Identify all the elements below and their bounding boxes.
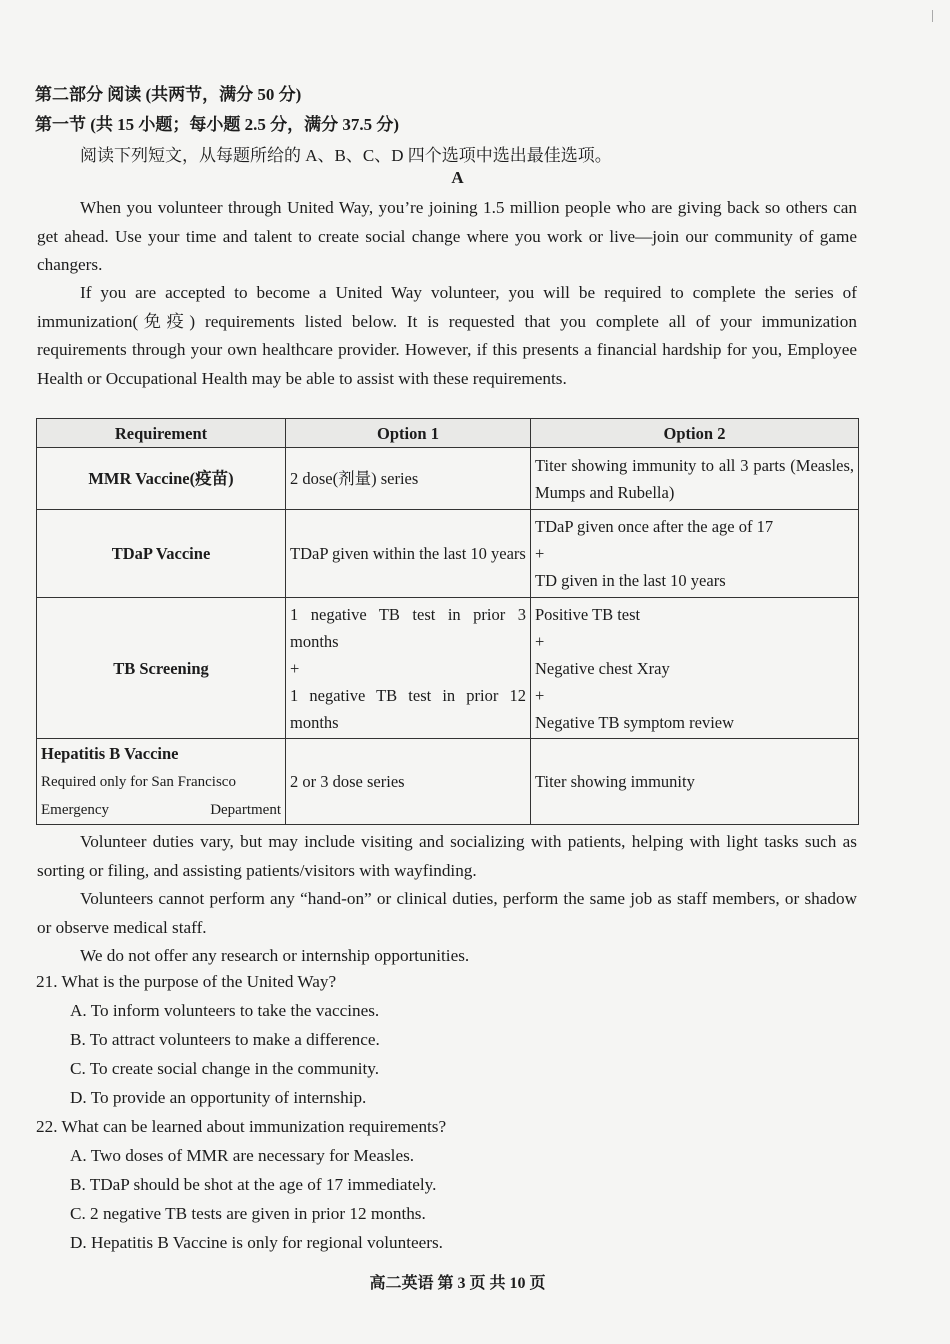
q21-option-d: D. To provide an opportunity of internship. — [70, 1088, 367, 1107]
tb-option-2 — [531, 598, 859, 739]
tb-opt2-line-2: Negative chest Xray — [535, 658, 670, 678]
table-row-tb — [37, 598, 859, 739]
tb-opt2-plus-2: + — [535, 685, 545, 705]
tdap-option-2 — [531, 510, 859, 598]
q22-option-b: B. TDaP should be shot at the age of 17 immediately. — [70, 1175, 437, 1194]
tb-opt1-plus: + — [290, 658, 300, 678]
hepatitis-title: Hepatitis B Vaccine — [41, 743, 179, 763]
immunization-table — [36, 418, 859, 825]
tb-opt1-line-1: 1 negative TB test in prior 3 months — [290, 604, 526, 651]
mmr-option-1: 2 dose(剂量) series — [286, 448, 531, 510]
question-21: 21. What is the purpose of the United Way? — [36, 972, 337, 991]
tdap-option-1: TDaP given within the last 10 years — [286, 510, 531, 598]
hepatitis-note-line-1 — [41, 768, 281, 796]
q21-option-c: C. To create social change in the community. — [70, 1059, 380, 1078]
q22-option-d: D. Hepatitis B Vaccine is only for regional volunteers. — [70, 1233, 443, 1252]
tdap-opt2-line-1: TDaP given once after the age of 17 — [535, 517, 774, 536]
table-row-mmr — [37, 448, 859, 510]
header-option-1: Option 1 — [286, 419, 531, 448]
paragraph-1: When you volunteer through United Way, you’re joining 1.5 million people who are giving back so others can get ahead. Use your time and talent to create social change where you work or live—join our community of game changers. — [37, 198, 857, 274]
tb-opt2-line-3: Negative TB symptom review — [535, 712, 735, 732]
tb-opt1-line-2: 1 negative TB test in prior 12 months — [290, 685, 526, 732]
q22-option-c: C. 2 negative TB tests are given in prior 12 months. — [70, 1204, 426, 1223]
mmr-option-2: Titer showing immunity to all 3 parts (Measles, Mumps and Rubella) — [531, 448, 859, 510]
table-header-row — [37, 419, 859, 448]
hepatitis-note-text: Required only for San Francisco — [41, 773, 236, 790]
section-heading: 第一节 (共 15 小题；每小题 2.5 分，满分 37.5 分) — [35, 115, 400, 134]
table-row-tdap — [37, 510, 859, 598]
q21-option-b: B. To attract volunteers to make a difference. — [70, 1030, 380, 1049]
scan-mark — [932, 10, 933, 22]
page-footer: 高二英语 第 3 页 共 10 页 — [369, 1275, 546, 1292]
hepatitis-note-department: Department — [210, 801, 281, 818]
hepatitis-name — [37, 739, 286, 825]
header-requirement: Requirement — [37, 419, 286, 448]
question-22: 22. What can be learned about immunization requirements? — [36, 1117, 447, 1136]
tb-opt2-line-1: Positive TB test — [535, 604, 641, 624]
hepatitis-option-1: 2 or 3 dose series — [286, 739, 531, 825]
header-option-2: Option 2 — [531, 419, 859, 448]
tdap-name: TDaP Vaccine — [37, 510, 286, 598]
hepatitis-option-2: Titer showing immunity — [531, 739, 859, 825]
hepatitis-note-emergency: Emergency — [41, 801, 110, 818]
paragraph-5: We do not offer any research or internship opportunities. — [80, 946, 470, 965]
instruction: 阅读下列短文，从每题所给的 A、B、C、D 四个选项中选出最佳选项。 — [80, 146, 612, 165]
mmr-name: MMR Vaccine(疫苗) — [37, 448, 286, 510]
passage-title: A — [451, 168, 464, 187]
hepatitis-note-line-2 — [41, 796, 281, 824]
paragraph-3: Volunteer duties vary, but may include visiting and socializing with patients, helping with light tasks such as sorting or filing, and assisting patients/visitors with wayfinding. — [37, 832, 857, 880]
tdap-opt2-plus: + — [535, 544, 545, 563]
paragraph-4: Volunteers cannot perform any “hand-on” or clinical duties, perform the same job as staff members, or shadow or observe medical staff. — [37, 889, 857, 937]
tb-option-1 — [286, 598, 531, 739]
tb-name: TB Screening — [37, 598, 286, 739]
tdap-opt2-line-2: TD given in the last 10 years — [535, 571, 726, 590]
part-heading: 第二部分 阅读 (共两节，满分 50 分) — [35, 85, 302, 104]
tb-opt2-plus-1: + — [535, 631, 545, 651]
table-row-hepatitis — [37, 739, 859, 825]
q21-option-a: A. To inform volunteers to take the vaccines. — [70, 1001, 380, 1020]
paragraph-2: If you are accepted to become a United Way volunteer, you will be required to complete the series of immunization(免疫) requirements listed below. It is requested that you complete all of your immunization requirements through your own healthcare provider. However, if this presents a financial hardship for you, Employee Health or Occupational Health may be able to assist with these requirements. — [37, 283, 857, 388]
q22-option-a: A. Two doses of MMR are necessary for Measles. — [70, 1146, 415, 1165]
